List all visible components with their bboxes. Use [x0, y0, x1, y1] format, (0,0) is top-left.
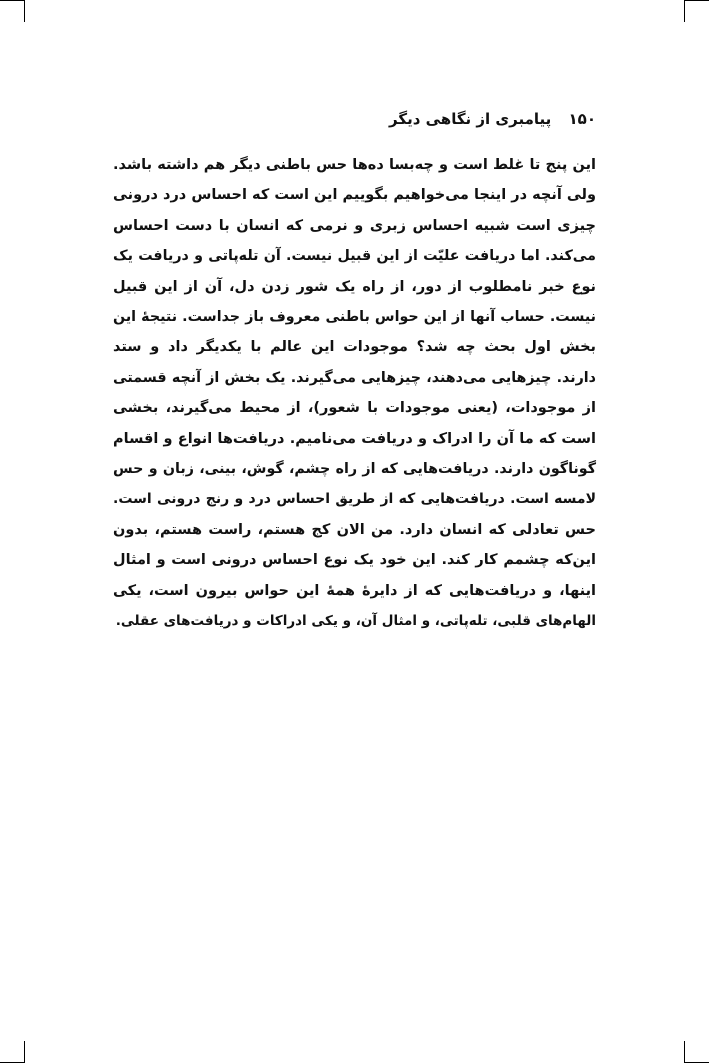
text-line: این‌که چشمم کار کند. این خود یک نوع احساس درونی است و امثال: [113, 552, 596, 569]
text-line: الهام‌های قلبی، تله‌پاتی، و امثال آن، و یکی ادراکات و دریافت‌های عقلی.: [115, 613, 596, 630]
text-line: از موجودات، (یعنی موجودات با شعور)، از محیط می‌گیرند، بخشی: [113, 400, 596, 417]
text-line: می‌کند. اما دریافت علیّت از این قبیل نیست. آن تله‌پاتی و دریافت یک: [113, 248, 596, 265]
running-title: پیامبری از نگاهی دیگر: [389, 110, 552, 128]
text-line: گوناگون دارند. دریافت‌هایی که از راه چشم، گوش، بینی، زبان و حس: [113, 461, 596, 478]
crop-mark-bottom-right-vertical: [684, 1041, 685, 1063]
text-line: است که ما آن را ادراک و دریافت می‌نامیم. دریافت‌ها انواع و اقسام: [113, 430, 596, 447]
crop-mark-top-right-vertical: [684, 0, 685, 22]
text-line: اینها، و دریافت‌هایی که از دایرهٔ همهٔ این حواس بیرون است، یکی: [113, 582, 596, 599]
crop-mark-top-right-horizontal: [685, 0, 709, 1]
text-line: چیزی است شبیه احساس زبری و نرمی که انسان با دست احساس: [113, 217, 596, 234]
text-line: بخش اول بحث چه شد؟ موجودات این عالم با یکدیگر داد و ستد: [113, 339, 596, 356]
crop-mark-top-left-horizontal: [0, 0, 24, 1]
text-line: نیست. حساب آنها از این حواس باطنی معروف باز جداست. نتیجهٔ این: [113, 309, 596, 326]
crop-mark-top-left-vertical: [24, 0, 25, 22]
text-line: نوع خبر نامطلوب از دور، از راه یک شور زدن دل، آن از این قبیل: [113, 278, 596, 295]
crop-mark-bottom-left-vertical: [24, 1041, 25, 1063]
text-line: ولی آنچه در اینجا می‌خواهیم بگوییم این است که احساس درد درونی: [113, 187, 596, 204]
text-line: لامسه است. دریافت‌هایی که از طریق احساس درد و رنج درونی است.: [113, 491, 596, 508]
text-line: حس تعادلی که انسان دارد. من الان کج هستم، راست هستم، بدون: [113, 521, 596, 538]
text-line: دارند. چیزهایی می‌دهند، چیزهایی می‌گیرند. یک بخش از آنچه قسمتی: [113, 369, 596, 386]
body-paragraph: [113, 150, 596, 637]
running-header: [389, 110, 596, 128]
text-line: این پنج تا غلط است و چه‌بسا ده‌ها حس باطنی دیگر هم داشته باشد.: [113, 157, 596, 173]
page-number: ۱۵۰: [568, 110, 596, 128]
